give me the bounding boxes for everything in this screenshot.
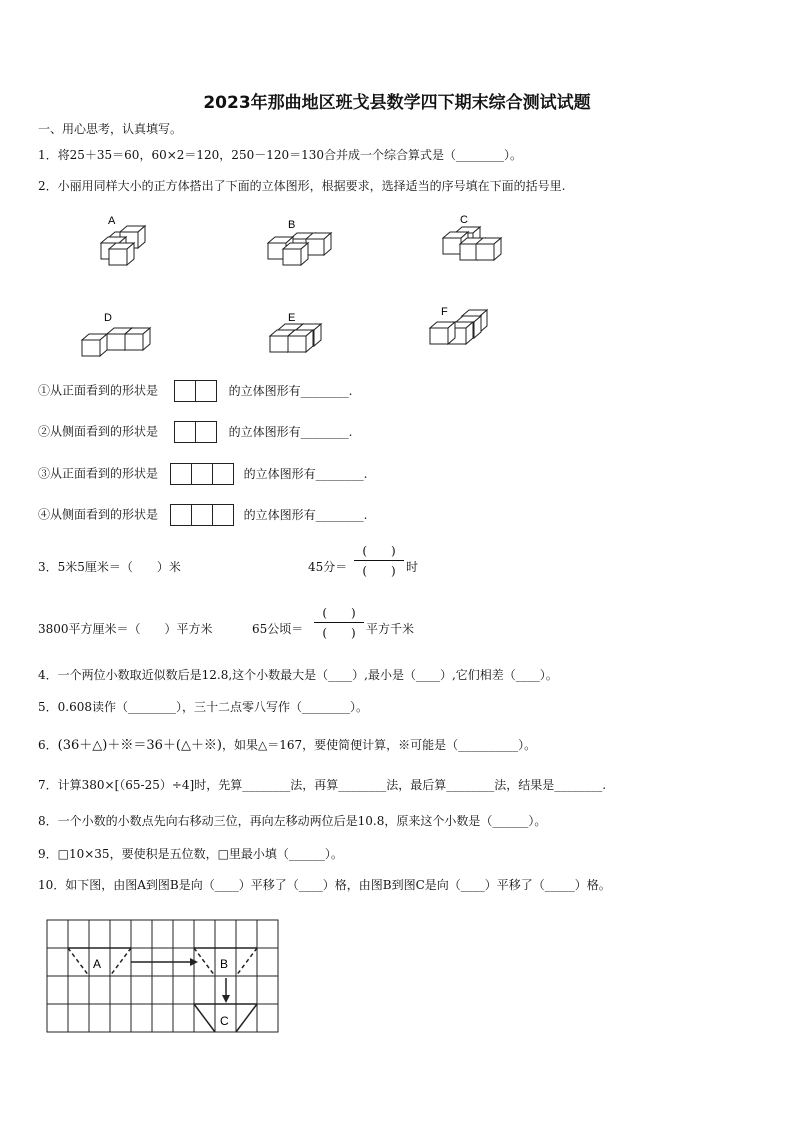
- grid-lines: [47, 920, 278, 1032]
- shape-a-label: A: [93, 957, 102, 971]
- view-row-4-prompt: ④从侧面看到的形状是: [38, 507, 159, 522]
- figure-b: [268, 219, 331, 265]
- view-row-2: [38, 421, 353, 443]
- fraction-hours-numerator: ( ): [362, 544, 396, 558]
- page-title: 2023年那曲地区班戈县数学四下期末综合测试试题: [203, 93, 591, 113]
- figure-e-label: E: [288, 312, 296, 324]
- view-row-3-blank: 的立体图形有________.: [243, 466, 368, 481]
- question-3-square-cm: 3800平方厘米＝（ ）平方米: [38, 622, 213, 636]
- two-square-side-shape: [174, 421, 217, 443]
- unit-hours: 时: [406, 560, 419, 574]
- question-3-meters: 3．5米5厘米＝（ ）米: [38, 560, 181, 574]
- question-6-number: 6．: [38, 738, 58, 752]
- three-square-front-shape: [170, 463, 234, 485]
- figure-b-label: B: [288, 219, 296, 231]
- question-2: 2．小丽用同样大小的正方体搭出了下面的立体图形，根据要求，选择适当的序号填在下面的括号里.: [38, 179, 566, 193]
- view-row-2-blank: 的立体图形有________.: [228, 424, 353, 439]
- question-7: 7．计算380×[（65-25）÷4]时，先算________法，再算________法，最后算________法，结果是________.: [38, 778, 607, 792]
- figure-c: [443, 214, 501, 260]
- question-6: [38, 734, 536, 753]
- fraction-sq-km-numerator: ( ): [322, 606, 356, 620]
- shape-c-label: C: [220, 1014, 229, 1028]
- figure-d-label: D: [104, 312, 112, 324]
- arrow-down: [222, 978, 230, 1003]
- shape-b-label: B: [220, 957, 229, 971]
- fraction-sq-km-denominator: ( ): [322, 626, 356, 640]
- question-6-expression: (36＋△)＋※＝36＋(△＋※): [57, 738, 223, 753]
- cube-figures: [0, 205, 794, 365]
- section-heading: 一、用心思考，认真填写。: [38, 122, 183, 136]
- question-4: 4．一个两位小数取近似数后是12.8,这个小数最大是（____）,最小是（____）,它们相差（____）。: [38, 668, 558, 682]
- figure-f-label: F: [441, 306, 448, 318]
- fraction-hours-denominator: ( ): [362, 564, 396, 578]
- figure-f: [430, 306, 487, 344]
- shape-b: [194, 948, 257, 976]
- question-3-minutes: 45分＝: [308, 560, 348, 574]
- translation-grid: [40, 915, 285, 1040]
- view-row-2-prompt: ②从侧面看到的形状是: [38, 424, 159, 439]
- question-1: 1．将25＋35＝60，60×2＝120，250－120＝130合并成一个综合算式是（________）。: [38, 148, 523, 162]
- view-row-3-prompt: ③从正面看到的形状是: [38, 466, 159, 481]
- view-row-4-blank: 的立体图形有________.: [243, 507, 368, 522]
- fraction-sq-km: [314, 604, 364, 641]
- shape-a: [68, 948, 131, 976]
- shape-c: [194, 1004, 257, 1032]
- arrow-right: [131, 958, 198, 966]
- two-square-front-shape: [174, 380, 217, 402]
- fraction-hours: [354, 542, 404, 579]
- view-row-1-prompt: ①从正面看到的形状是: [38, 383, 159, 398]
- figure-a: [101, 215, 145, 265]
- question-9: 9．□10×35，要使积是五位数，□里最小填（______）。: [38, 847, 343, 861]
- question-6-text: ，如果△＝167，要使简便计算，※可能是（__________）。: [222, 738, 537, 752]
- figure-a-label: A: [108, 215, 116, 227]
- figure-c-label: C: [460, 214, 468, 226]
- question-10: 10．如下图，由图A到图B是向（____）平移了（____）格，由图B到图C是向（____）平移了（_____）格。: [38, 878, 611, 892]
- question-8: 8．一个小数的小数点先向右移动三位，再向左移动两位后是10.8，原来这个小数是（______）。: [38, 814, 547, 828]
- figure-d: [82, 312, 150, 356]
- figure-e: [270, 312, 321, 352]
- view-row-1: [38, 380, 353, 402]
- question-5: 5．0.608读作（________），三十二点零八写作（________）。: [38, 700, 368, 714]
- view-row-4: [38, 504, 368, 526]
- view-row-3: [38, 463, 368, 485]
- question-3-hectares: 65公顷＝: [252, 622, 304, 636]
- unit-sq-km: 平方千米: [366, 622, 415, 636]
- three-square-side-shape: [170, 504, 234, 526]
- view-row-1-blank: 的立体图形有________.: [228, 383, 353, 398]
